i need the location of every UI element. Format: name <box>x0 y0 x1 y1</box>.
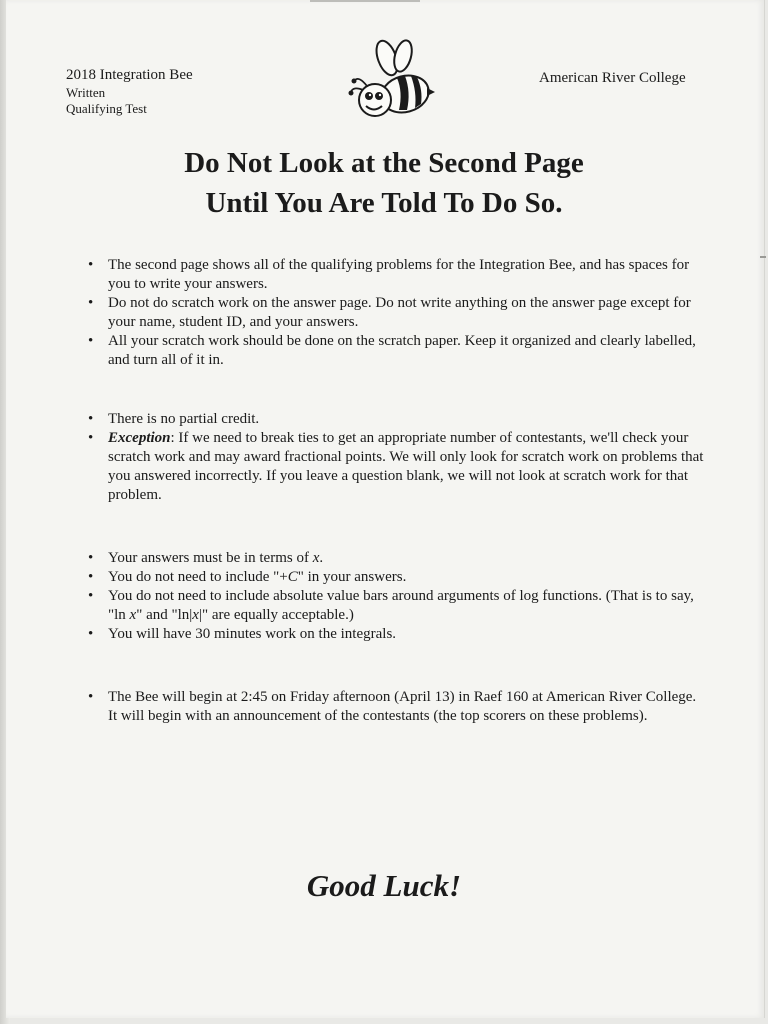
event-header <box>66 66 193 117</box>
instruction-item: • All your scratch work should be done on the scratch paper. Keep it organized and clearly labelled, and turn all of it in. <box>86 332 706 370</box>
title-line-2: Until You Are Told To Do So. <box>205 187 563 219</box>
text-segment: You do not need to include "+ <box>108 569 288 585</box>
exception-label: Exception <box>108 430 171 446</box>
math-variable: C <box>287 569 298 585</box>
exception-text: : If we need to break ties to get an appropriate number of contestants, we'll check your scratch work and may award fractional points. We will only look for scratch work on problems that you answered incorrectly. If you leave a question blank, we will not look at scratch work for that problem. <box>108 430 704 503</box>
event-subtitle-written: Written <box>66 84 106 100</box>
page-title <box>0 143 768 223</box>
school-name: American River College <box>539 70 686 86</box>
title-line-1: Do Not Look at the Second Page <box>184 147 584 179</box>
instruction-item: • You will have 30 minutes work on the integrals. <box>86 625 706 644</box>
closing-message: Good Luck! <box>306 868 462 903</box>
text-segment: . <box>319 550 324 566</box>
text-segment: " and "ln| <box>136 607 193 623</box>
text-segment: |" are equally acceptable.) <box>198 607 354 623</box>
instruction-item: • The second page shows all of the qualifying problems for the Integration Bee, and has spaces for you to write your answers. <box>86 256 706 294</box>
text-segment: You do not need to include absolute value bars around arguments of log functions. (That is to say, "ln <box>108 588 694 623</box>
instruction-item: • The Bee will begin at 2:45 on Friday afternoon (April 13) in Raef 160 at American River College. It will begin with an announcement of the contestants (the top scorers on these problems). <box>86 688 706 726</box>
scan-mark <box>760 256 766 258</box>
instruction-item: • Do not do scratch work on the answer page. Do not write anything on the answer page except for your name, student ID, and your answers. <box>86 294 706 332</box>
instruction-item <box>86 549 706 568</box>
math-variable: x <box>312 550 320 566</box>
instruction-item: • There is no partial credit. <box>86 410 706 429</box>
scan-artifact-line <box>310 0 420 2</box>
instructions-list <box>86 256 706 726</box>
math-variable: x <box>192 607 199 623</box>
instruction-item <box>86 587 706 625</box>
event-name: 2018 Integration Bee <box>66 67 193 83</box>
math-variable: x <box>129 607 137 623</box>
text-segment: " in your answers. <box>297 569 407 585</box>
instruction-item-exception <box>86 429 706 505</box>
bee-icon <box>345 36 440 126</box>
instruction-item <box>86 568 706 587</box>
event-subtitle-test: Qualifying Test <box>66 101 147 116</box>
text-segment: Your answers must be in terms of <box>108 550 313 566</box>
